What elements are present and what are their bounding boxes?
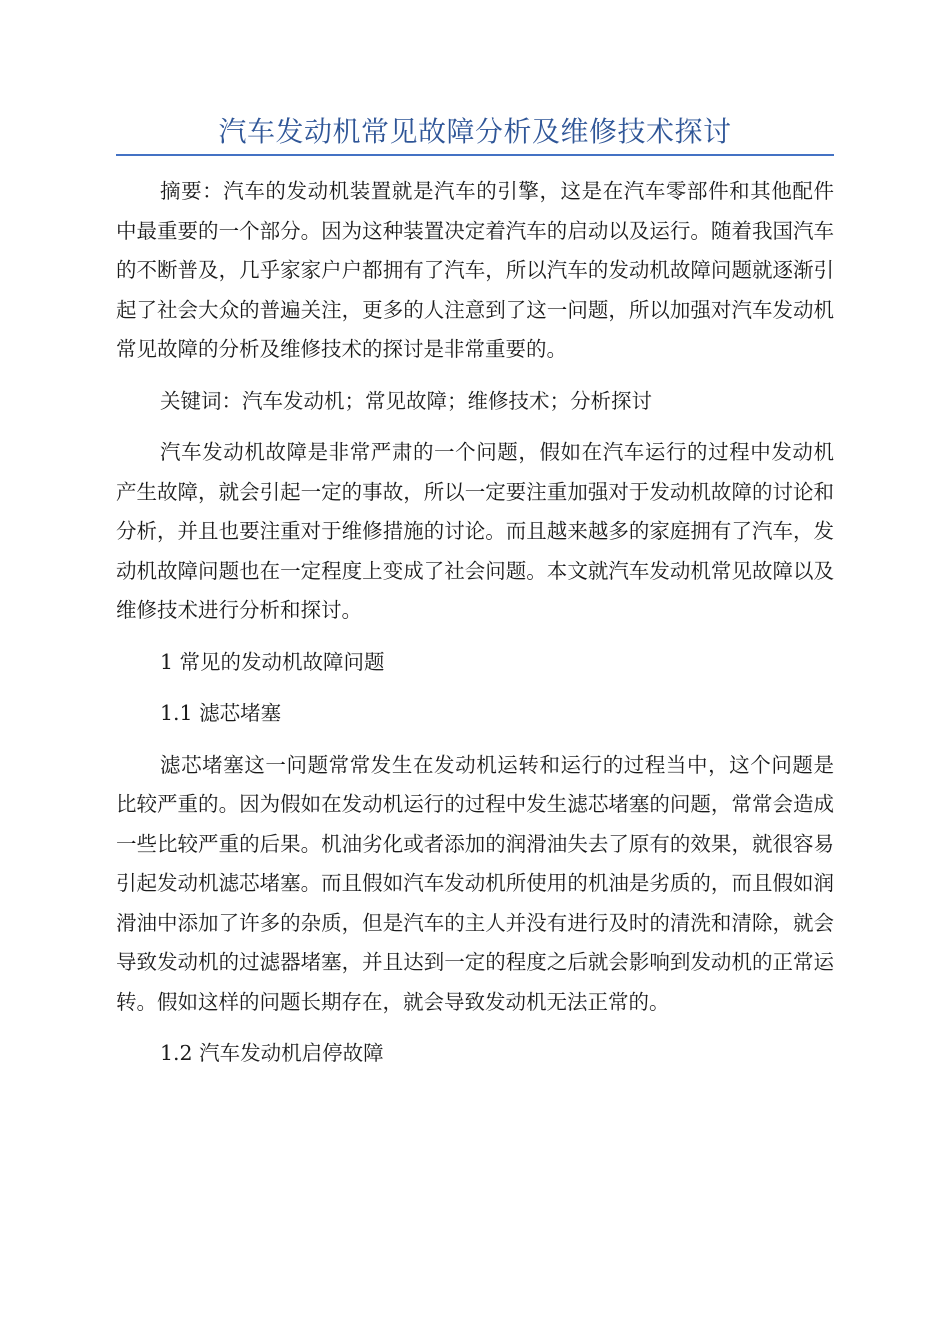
document-body (116, 172, 834, 1074)
section-heading-1: 1 常见的发动机故障问题 (160, 649, 385, 674)
title-underline (116, 154, 834, 156)
section-heading-1-1: 1.1 滤芯堵塞 (160, 701, 282, 725)
keywords-paragraph: 关键词：汽车发动机；常见故障；维修技术；分析探讨 (160, 388, 652, 413)
section-1-1-paragraph: 滤芯堵塞这一问题常常发生在发动机运转和运行的过程当中，这个问题是比较严重的。因为假如在发动机运行的过程中发生滤芯堵塞的问题，常常会造成一些比较严重的后果。机油劣化或者添加的润滑油失去了原有的效果，就很容易引起发动机滤芯堵塞。而且假如汽车发动机所使用的机油是劣质的，而且假如润滑油中添加了许多的杂质，但是汽车的主人并没有进行及时的清洗和清除，就会导致发动机的过滤器堵塞，并且达到一定的程度之后就会影响到发动机的正常运转。假如这样的问题长期存在，就会导致发动机无法正常的。 (116, 752, 834, 1014)
document-title: 汽车发动机常见故障分析及维修技术探讨 (218, 115, 732, 148)
intro-paragraph: 汽车发动机故障是非常严肃的一个问题，假如在汽车运行的过程中发动机产生故障，就会引起一定的事故，所以一定要注重加强对于发动机故障的讨论和分析，并且也要注重对于维修措施的讨论。而且越来越多的家庭拥有了汽车，发动机故障问题也在一定程度上变成了社会问题。本文就汽车发动机常见故障以及维修技术进行分析和探讨。 (116, 440, 834, 622)
section-heading-1-2: 1.2 汽车发动机启停故障 (160, 1041, 384, 1065)
abstract-paragraph: 摘要：汽车的发动机装置就是汽车的引擎，这是在汽车零部件和其他配件中最重要的一个部分。因为这种装置决定着汽车的启动以及运行。随着我国汽车的不断普及，几乎家家户户都拥有了汽车，所以汽车的发动机故障问题就逐渐引起了社会大众的普遍关注，更多的人注意到了这一问题，所以加强对汽车发动机常见故障的分析及维修技术的探讨是非常重要的。 (116, 179, 834, 361)
